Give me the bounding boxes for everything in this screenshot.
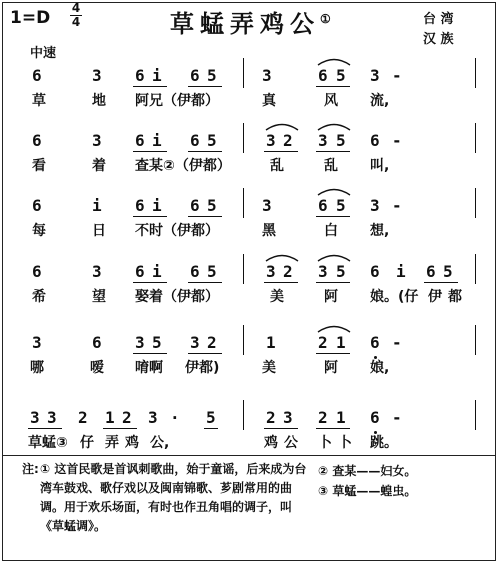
bar-line — [475, 188, 476, 218]
note: 5 — [207, 262, 217, 281]
note: 5 — [336, 262, 346, 281]
note: 6 — [135, 131, 145, 150]
note: 6 — [190, 131, 200, 150]
lyric: 乱 — [324, 158, 338, 174]
underline — [188, 86, 222, 87]
note: 6 — [92, 333, 102, 352]
underline — [188, 216, 222, 217]
note: 1 — [336, 333, 346, 352]
note: i — [152, 66, 162, 85]
lyric: 娘。(仔 — [370, 289, 419, 305]
underline — [188, 353, 222, 354]
note: i — [152, 131, 162, 150]
underline — [424, 282, 458, 283]
bar-line — [475, 325, 476, 355]
lyric: 阿 — [324, 289, 338, 305]
time-signature — [70, 3, 82, 28]
underline — [316, 86, 350, 87]
lyric: 公, — [150, 435, 170, 451]
note: 1 — [336, 408, 346, 427]
lyric: 阿兄（伊都） — [135, 93, 219, 109]
underline — [133, 353, 167, 354]
bar-line — [243, 58, 244, 88]
lyric: 鸡 — [125, 435, 139, 451]
note: 2 — [318, 408, 328, 427]
lyric: 弄 — [105, 435, 119, 451]
note: 3 — [92, 131, 102, 150]
footnote-1: ① 这首民歌是首讽刺歌曲，始于童谣，后来成为台湾车鼓戏、歌仔戏以及闽南锦歌、芗剧常用的曲调。用于欢乐场面，有时也作丑角唱的调子，叫《草蜢调》。 — [40, 462, 307, 533]
note: 3 — [266, 131, 276, 150]
bar-line — [243, 254, 244, 284]
lyric: 日 — [92, 223, 106, 239]
footnote-3: ③ 草蜢——蝗虫。 — [318, 484, 417, 498]
note: 6 — [32, 262, 42, 281]
note: 2 — [283, 262, 293, 281]
underline — [133, 216, 167, 217]
note: 5 — [336, 66, 346, 85]
lyric: 查某②（伊都） — [135, 158, 231, 174]
bar-line — [475, 400, 476, 430]
lyric: 黑 — [262, 223, 276, 239]
note: 3 — [283, 408, 293, 427]
lyric: 希 — [32, 289, 46, 305]
note: 6 — [318, 196, 328, 215]
note: 6 — [370, 262, 380, 281]
note: 3 — [370, 66, 380, 85]
note: 6 — [135, 66, 145, 85]
note: · — [170, 408, 180, 427]
song-title-text: 草蜢弄鸡公 — [170, 9, 320, 38]
key-signature: 1=D — [10, 8, 51, 28]
note: 3 — [135, 333, 145, 352]
note: 2 — [78, 408, 88, 427]
song-title — [170, 4, 331, 39]
bar-line — [475, 58, 476, 88]
note: 3 — [92, 66, 102, 85]
note: 6 — [370, 333, 380, 352]
note: - — [392, 408, 402, 427]
lyric: 伊都) — [185, 360, 220, 376]
note: 6 — [370, 131, 380, 150]
underline — [264, 151, 298, 152]
bar-line — [243, 123, 244, 153]
note: 2 — [266, 408, 276, 427]
lyric: 哪 — [30, 360, 44, 376]
underline — [264, 282, 298, 283]
lyric: 真 — [262, 93, 276, 109]
bar-line — [243, 325, 244, 355]
slur — [316, 186, 352, 196]
note: 6 — [426, 262, 436, 281]
lyric: 地 — [92, 93, 106, 109]
underline — [28, 428, 62, 429]
origin-region: 台 湾 — [423, 12, 454, 27]
lyric: 嗳 — [90, 360, 104, 376]
note: 3 — [47, 408, 57, 427]
note: - — [392, 66, 402, 85]
lyric: 看 — [32, 158, 46, 174]
underline — [316, 353, 350, 354]
time-bottom: 4 — [71, 15, 81, 29]
underline — [133, 151, 167, 152]
underline — [133, 282, 167, 283]
underline — [188, 151, 222, 152]
underline — [133, 86, 167, 87]
lyric: 跳。 — [370, 435, 398, 451]
lyric: 唷啊 — [135, 360, 163, 376]
underline — [316, 216, 350, 217]
note: 3 — [318, 262, 328, 281]
note: 2 — [283, 131, 293, 150]
lyric: 都 — [448, 289, 462, 305]
note: 5 — [207, 196, 217, 215]
note: i — [92, 196, 102, 215]
note: - — [392, 196, 402, 215]
note: 6 — [370, 408, 380, 427]
note: 3 — [262, 66, 272, 85]
note: 6 — [32, 196, 42, 215]
underline — [264, 428, 298, 429]
note: 2 — [207, 333, 217, 352]
bar-line — [243, 400, 244, 430]
lyric: 美 — [262, 360, 276, 376]
note: 5 — [206, 408, 216, 427]
lyric: 娘, — [370, 360, 390, 376]
note: i — [152, 262, 162, 281]
lyric: 着 — [92, 158, 106, 174]
note: 6 — [190, 66, 200, 85]
note: 6 — [190, 262, 200, 281]
slur — [316, 323, 352, 333]
underline — [316, 282, 350, 283]
lyric: 草 — [32, 93, 46, 109]
lyric: 叫, — [370, 158, 390, 174]
lyric: 草蜢③ — [28, 435, 68, 451]
lyric: 仔 — [80, 435, 94, 451]
origin-ethnicity: 汉 族 — [423, 32, 454, 47]
lyric: 望 — [92, 289, 106, 305]
lyric: 卜 — [318, 435, 332, 451]
tempo-marking: 中速 — [30, 46, 57, 61]
bar-line — [475, 123, 476, 153]
lyric: 公 — [284, 435, 298, 451]
note: - — [392, 333, 402, 352]
lyric: 美 — [270, 289, 284, 305]
note: i — [396, 262, 406, 281]
lyric: 每 — [32, 223, 46, 239]
lyric: 流, — [370, 93, 390, 109]
note: 6 — [318, 66, 328, 85]
lyric: 娶着（伊都） — [135, 289, 219, 305]
note: 3 — [30, 408, 40, 427]
note: i — [152, 196, 162, 215]
note: 3 — [92, 262, 102, 281]
footnote-divider — [2, 455, 496, 456]
note: 6 — [32, 66, 42, 85]
underline — [316, 428, 350, 429]
lyric: 白 — [324, 223, 338, 239]
note: 6 — [135, 196, 145, 215]
note: 3 — [262, 196, 272, 215]
footnote-label: 注: — [22, 462, 39, 476]
lyric: 风 — [324, 93, 338, 109]
bar-line — [243, 188, 244, 218]
note: - — [392, 131, 402, 150]
note: 5 — [152, 333, 162, 352]
note: 2 — [122, 408, 132, 427]
note: 5 — [207, 131, 217, 150]
note: 3 — [148, 408, 158, 427]
note: 6 — [32, 131, 42, 150]
footnote-2: ② 查某——妇女。 — [318, 464, 417, 478]
note: 3 — [266, 262, 276, 281]
note: 5 — [443, 262, 453, 281]
note: 5 — [207, 66, 217, 85]
underline — [103, 428, 137, 429]
note: 2 — [318, 333, 328, 352]
lyric: 想, — [370, 223, 390, 239]
lyric: 不时（伊都） — [135, 223, 219, 239]
underline — [204, 428, 218, 429]
slur — [316, 252, 352, 262]
note: 1 — [266, 333, 276, 352]
slur — [264, 121, 300, 131]
note: 5 — [336, 131, 346, 150]
lyric: 鸡 — [264, 435, 278, 451]
time-top: 4 — [71, 1, 81, 15]
note: 5 — [336, 196, 346, 215]
lyric: 乱 — [270, 158, 284, 174]
underline — [188, 282, 222, 283]
lyric: 伊 — [428, 289, 442, 305]
note: 1 — [105, 408, 115, 427]
slur — [316, 56, 352, 66]
note: 3 — [318, 131, 328, 150]
title-footnote-mark: ① — [320, 12, 331, 26]
underline — [316, 151, 350, 152]
lyric: 卜 — [338, 435, 352, 451]
slur — [264, 252, 300, 262]
lyric: 阿 — [324, 360, 338, 376]
note: 6 — [135, 262, 145, 281]
note: 3 — [370, 196, 380, 215]
note: 3 — [190, 333, 200, 352]
note: 3 — [32, 333, 42, 352]
bar-line — [475, 254, 476, 284]
note: 6 — [190, 196, 200, 215]
slur — [316, 121, 352, 131]
